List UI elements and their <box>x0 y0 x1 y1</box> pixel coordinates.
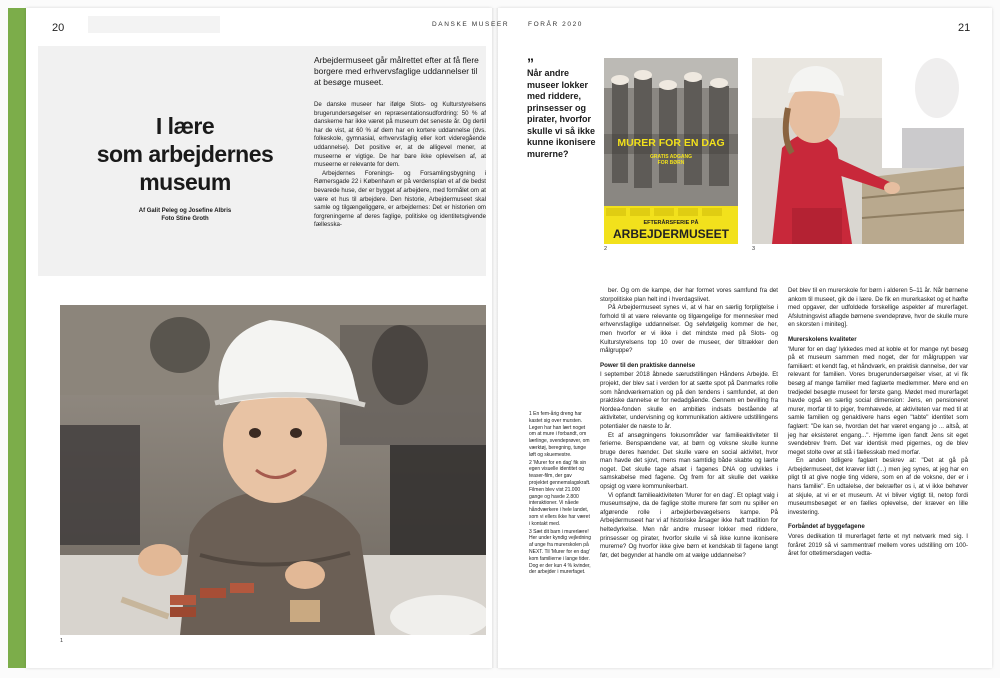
right-column-2 <box>788 287 968 559</box>
section-heading: Power til den praktiske dannelse <box>600 361 696 369</box>
caption-number-2: 2 <box>604 246 608 252</box>
caption-number-1: 1 <box>60 638 64 644</box>
poster-subtitle-1: GRATIS ADGANG <box>650 154 692 160</box>
paragraph: 'Murer for en dag' lykkedes med at koble et for mange nyt besøg på et museum sammen med noget, der for målgruppen var familiært: et kendt fag, et håndværk, en praktisk dannelse, der var relevant for familien. Vores brugerundersøgelser viser, at vi fik besøg af mange familier med faglærte medlemmer. Mere end en tredjedel besøgte museet for første gang. Mødet med murerfaget havde også en særlig social dimension: Jens, en pensioneret murer, morfar til to piger, fremhævede, at aktiviteten var med til at samle familien og genaktivere hans egen "tabte" identitet som faglært: "De kan se, hvordan det har været engang jo ... altså, at jeg har eksisteret engang...". Hjemme igen fandt Jens sit eget svendebrev frem. Det var identisk med pigernes, og de blev meget stolte over at stå i fællesskab med morfar. <box>788 345 968 456</box>
right-column-1 <box>600 287 778 560</box>
paragraph: De danske museer har ifølge Slots- og Kulturstyrelsens brugerundersøgelser en repræsentationsudfordring: 50 % af danskerne har ikke været på museum det seneste år. Og dertil har de vist, at 60 % af dem har en kortere uddannelse (dvs. folkeskole, gymnasial, erhvervsfaglig eller kort videregående uddannelse). Det positive er, at de alligevel mener, at museerne er vigtige. De har bare ikke oplevelsen af, at museerne er relevante for dem. <box>314 101 486 169</box>
paragraph: En anden tidligere faglært beskrev at: "Det at gå på Arbejdermuseet, det kræver lidt (...) men jeg synes, at jeg har en pligt til at give nogle ting videre, som en af de voksne, der er i hans familie". En udtalelse, der bekræfter os i, at vi ikke behøver at skjule, at vi er et museum. At vi bliver vigtigt til, netop fordi museumsbesøget er en fælles oplevelse, der kræver en lille investering. <box>788 457 968 516</box>
poster-footer-1: EFTERÅRSFERIE PÅ <box>643 220 699 226</box>
pull-quote-text: Når andre museer lokker med riddere, prinsesser og pirater, hvorfor skulle vi så ikke kunne ikonisere murerne? <box>527 68 596 159</box>
title-line-1: I lære <box>155 113 215 139</box>
paragraph: Vores dedikation til murerfaget førte et nyt netværk med sig. I foråret 2019 så vi sammentræf mellem vores udstilling om 100-året for ottetimersdagen vedta- <box>788 533 968 558</box>
title-line-3: museum <box>139 169 231 195</box>
paragraph: Vi opfandt familieaktiviteten 'Murer for en dag'. Et oplagt valg i museumsøjne, da de faglige stolte murere før som nu spiller en afgørende rolle i arbejderbevægelsens kampe. På Arbejdermuseet har vi af historiske årsager ikke haft tradition for heltedyrkelse. Men når andre museer lokker med riddere, prinsesser og pirater, hvorfor skulle vi så ikke kunne ikonisere murerne? Og hvorfor ikke give børn et kendskab til fagene langt før, det begynder at handle om at vælge uddannelse? <box>600 491 778 559</box>
page-number-left: 20 <box>52 22 65 34</box>
author-line: Af Galit Peleg og Josefine Albris <box>138 208 232 214</box>
paragraph: ber. Og om de kampe, der har formet vores samfund fra det storpolitiske plan helt ind i hverdagslivet. <box>600 287 778 303</box>
paragraph: Arbejdernes Forenings- og Forsamlingsbygning i Rømersgade 22 i København er på verdensplan et af de bedst bevarede huse, der er bygget af arbejdere, med formålet om at være et hus til arbejdere. Den historie, Arbejdermuseet skal samle og tilgængeliggøre, er arbejdernes: Det er historien om forgreningerne af deres faglige, politiske og identitetsgivende fællesska- <box>314 169 486 229</box>
section-heading: Murerskolens kvaliteter <box>788 335 857 343</box>
header-shade <box>88 16 220 33</box>
note-1: 1 En fem-årig dreng har kastet sig over mursten. Legen har han lært noget om at mure i forbandt, om lærlinge, svendeprøver, om værktøj, beregning, tunge løft og skuemestre. <box>529 411 590 458</box>
spine-gutter <box>492 8 498 668</box>
article-lede: Arbejdermuseet går målrettet efter at få flere borgere med erhvervsfaglige uddannelser til at besøge museet. <box>314 55 479 88</box>
running-head-right: FORÅR 2020 <box>528 21 584 28</box>
quote-mark-icon: ” <box>527 55 534 71</box>
pull-quote <box>527 55 599 160</box>
photo-boy-bricks <box>60 305 486 635</box>
poster-title: MURER FOR EN DAG <box>617 137 725 149</box>
poster-footer-2: ARBEJDERMUSEET <box>612 227 730 241</box>
paragraph: På Arbejdermuseet synes vi, at vi har en særlig forpligtelse i forhold til at være relevante og tilgængelige for mennesker med erhvervsfaglige uddannelser. Og selvfølgelig kommer de her, men hvorfor er vi ikke i det mindste med på Slots- og Kulturstyrelsens top 10 over de museer, der tiltrækker den målgruppe? <box>600 304 778 355</box>
note-3: 3 Sæt dit barn i murerlære! Her under kyndig vejledning af unge fra murerskolen på NEXT. Til 'Murer for en dag' kom familierne i lange tider. Dog er der kun 4 % kvinder, der arbejder i murerfaget. <box>529 528 591 576</box>
running-head-left: DANSKE MUSEER <box>432 21 510 28</box>
note-2: 2 'Murer for en dag' fik sin egen visuelle identitet og teaser-film, der gav projektet gennemslagskraft. Filmen blev vist 21.000 gange og havde 2.800 interaktioner. Vi nåede håndværkere i hele landet, som vi ellers ikke har været i kontakt med. <box>529 459 591 527</box>
paragraph: Det blev til en murerskole for børn i alderen 5–11 år. Når børnene ankom til museet, gik de i lære. De fik en murerkasket og et hæfte med opgaver, der udfoldede forskellige aspekter af murerfaget. Afslutningsvist aflagde børnene svendeprøve, hvor de skulle mure en skorsten i miniteg]. <box>788 287 968 329</box>
poster-subtitle-2: FOR BØRN <box>657 160 685 166</box>
photo-credit: Foto Stine Groth <box>161 216 209 222</box>
article-title <box>60 112 310 196</box>
paragraph: Et af ansøgningens fokusområder var familieaktiviteter til ferierne. Benspændene var, at børn og voksne skulle kunne bruge deres hænder. Det skulle være en social aktivitet, hvor man havde det sjovt, mens man samtidig både skabte og lærte noget. Det skulle tage afsæt i fagenes DNA og udvikles i samskabelse med fagene. Og frem for alt skulle det vække opsigt og være kommunikerbart. <box>600 431 778 491</box>
title-line-2: som arbejdernes <box>96 141 274 167</box>
left-column-text <box>314 101 486 230</box>
green-edge-strip <box>8 8 26 668</box>
paragraph: I september 2018 åbnede særudstillingen Håndens Arbejde. Et projekt, der blev sat i verden for at sætte spot på Danmarks rolle som håndværkernation og på den tendens i samfundet, at den praktiske dannelse er for nedadgående. Gennem en bevilling fra Nordea-fonden skulle en ambitiøs indsats bestående af aktiviteter, undervisning og kommunikation aktivere udstillingens potentialer de næste to år. <box>600 371 778 430</box>
photo-notes <box>529 411 591 577</box>
byline <box>60 207 310 223</box>
page-number-right: 21 <box>958 22 971 34</box>
section-heading: Forbåndet af byggefagene <box>788 523 865 531</box>
caption-number-3: 3 <box>752 246 756 252</box>
photo-poster-murer <box>604 58 738 244</box>
photo-girl-bricklaying <box>752 58 964 244</box>
